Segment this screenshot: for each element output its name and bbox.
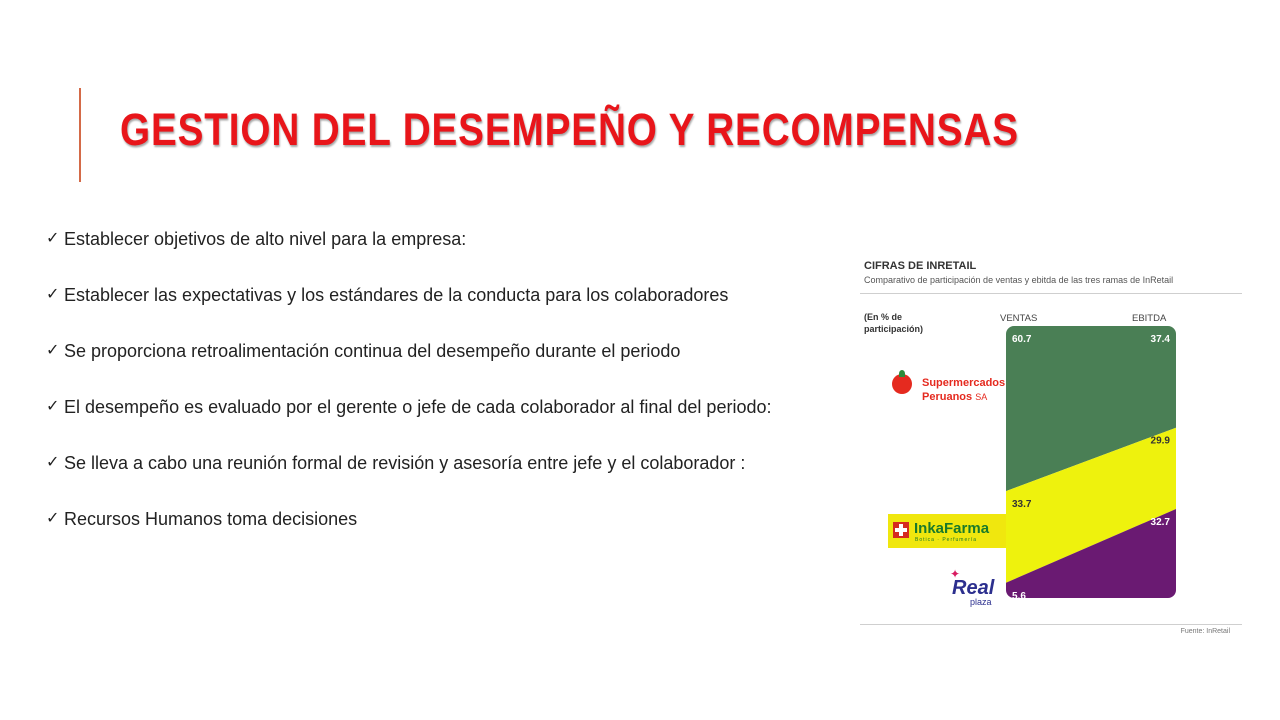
infographic-title: CIFRAS DE INRETAIL — [864, 260, 977, 272]
bullet-text: Establecer las expectativas y los estándares de la conducta para los colaboradores — [64, 285, 729, 305]
logo-text — [922, 391, 987, 403]
data-label: 29.9 — [1150, 435, 1170, 447]
bullet-list — [46, 226, 800, 562]
leaf-icon — [899, 370, 905, 377]
bullet-item — [46, 226, 800, 252]
stacked-share-chart — [1006, 326, 1178, 604]
slide-title: GESTION DEL DESEMPEÑO Y RECOMPENSAS — [120, 104, 1019, 155]
unit-label: (En % de participación) — [864, 312, 924, 334]
bullet-text: El desempeño es evaluado por el gerente o jefe de cada colaborador al final del periodo: — [64, 397, 772, 417]
data-label: 37.4 — [1150, 334, 1170, 345]
infographic-subtitle: Comparativo de participación de ventas y ebitda de las tres ramas de InRetail — [864, 275, 1174, 285]
real-plaza-logo — [948, 567, 1012, 607]
check-icon: ✓ — [46, 398, 60, 415]
source-note: Fuente: InRetail — [1180, 628, 1230, 635]
bullet-text: Establecer objetivos de alto nivel para la empresa: — [64, 229, 467, 249]
bullet-item — [46, 506, 800, 532]
bullet-text: Se lleva a cabo una reunión formal de revisión y asesoría entre jefe y el colaborador : — [64, 453, 746, 473]
inkafarma-logo — [888, 514, 1006, 548]
tomato-icon — [892, 374, 912, 394]
title-accent-line — [79, 88, 81, 182]
logo-text: Botica · Perfumería — [915, 537, 978, 543]
logo-text: plaza — [970, 597, 992, 607]
check-icon: ✓ — [46, 230, 60, 247]
column-header-ventas: VENTAS — [1000, 313, 1038, 324]
data-label: 60.7 — [1012, 334, 1032, 345]
bullet-item — [46, 394, 800, 420]
data-label: 5.6 — [1012, 590, 1026, 602]
check-icon: ✓ — [46, 342, 60, 359]
column-header-ebitda: EBITDA — [1132, 313, 1167, 324]
logo-text: Supermercados — [922, 377, 1006, 389]
check-icon: ✓ — [46, 286, 60, 303]
bullet-item — [46, 450, 800, 476]
check-icon: ✓ — [46, 510, 60, 527]
logo-text: Peruanos — [922, 391, 973, 403]
star-icon: ✦ — [950, 567, 961, 581]
bullet-item — [46, 282, 800, 308]
data-label: 32.7 — [1150, 517, 1170, 529]
logo-text: InkaFarma — [914, 520, 990, 537]
pharmacy-cross-icon — [895, 528, 907, 532]
inretail-infographic — [860, 258, 1244, 638]
bullet-text: Recursos Humanos toma decisiones — [64, 509, 358, 529]
logo-text: SA — [975, 392, 988, 402]
data-label: 33.7 — [1012, 499, 1032, 511]
divider — [860, 624, 1242, 625]
divider — [860, 293, 1242, 294]
bullet-item — [46, 338, 800, 364]
logo-text: Real — [952, 577, 995, 599]
check-icon: ✓ — [46, 454, 60, 471]
bullet-text: Se proporciona retroalimentación continua del desempeño durante el periodo — [64, 341, 681, 361]
